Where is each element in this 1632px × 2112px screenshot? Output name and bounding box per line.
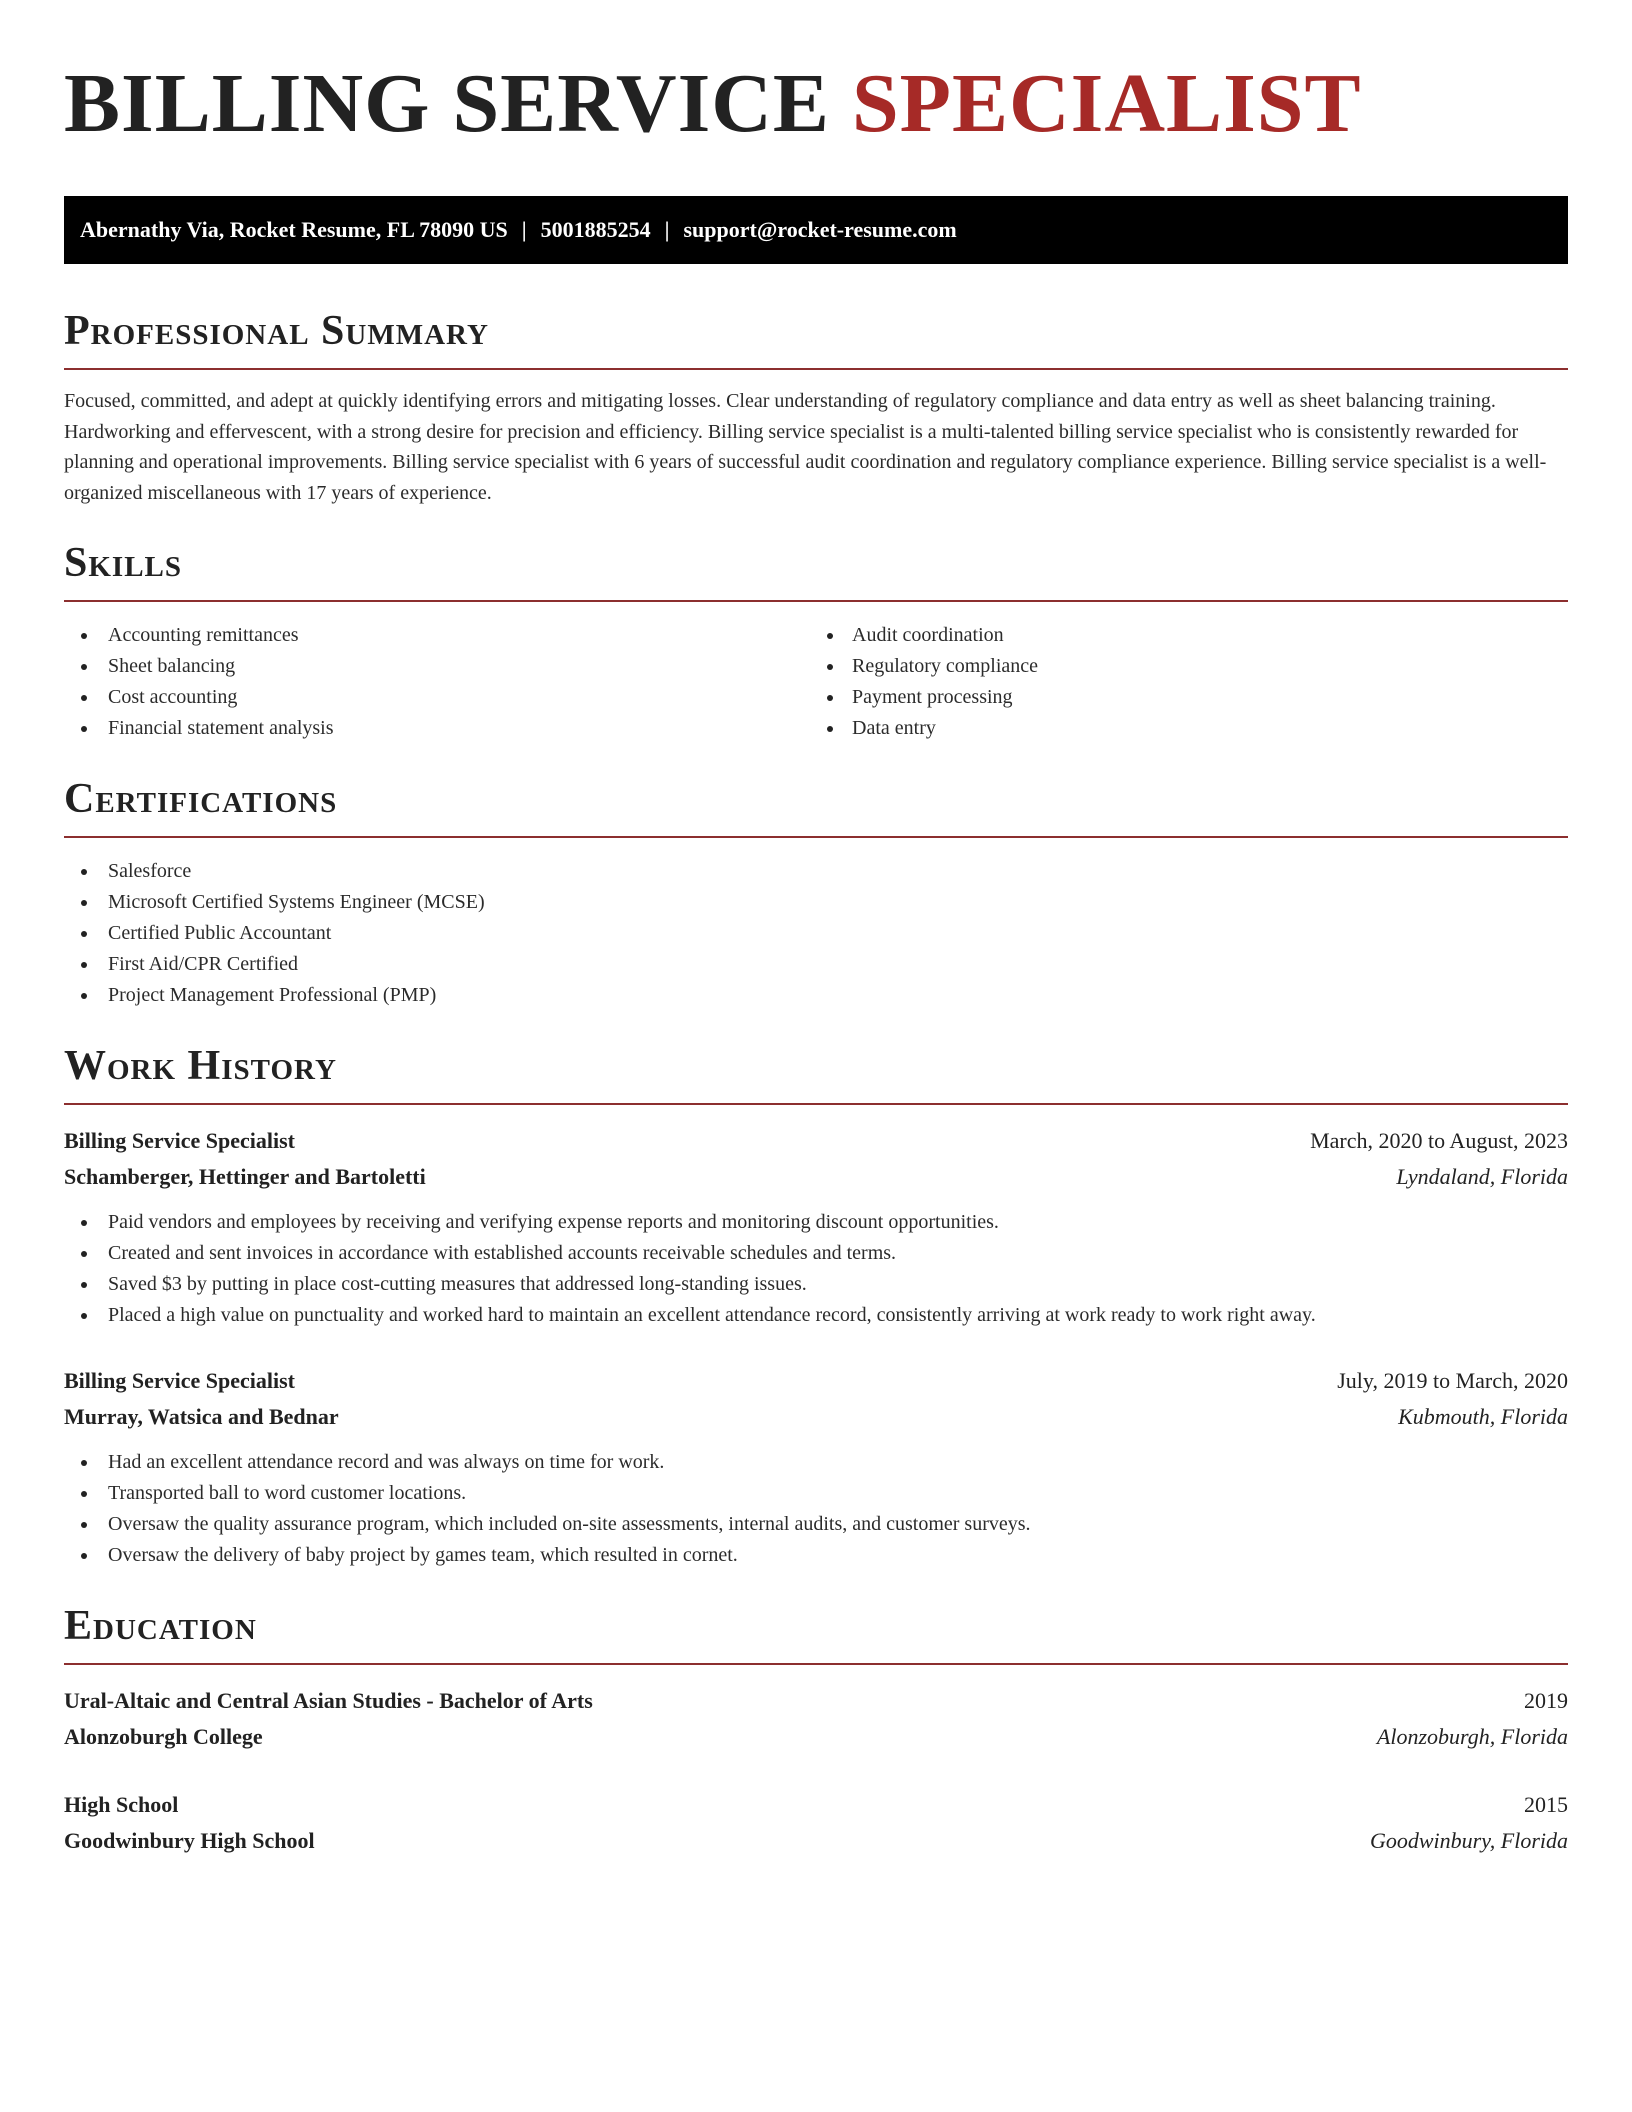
certification-item: First Aid/CPR Certified: [64, 949, 1568, 980]
skill-item: Payment processing: [816, 682, 1568, 713]
job-title: Billing Service Specialist: [64, 1368, 295, 1393]
job-company-row: [64, 1399, 1568, 1435]
job-location: Kubmouth, Florida: [1398, 1404, 1568, 1429]
education-entry: [64, 1787, 1568, 1859]
education-degree: Ural-Altaic and Central Asian Studies - Bachelor of Arts: [64, 1688, 593, 1713]
job-company: Schamberger, Hettinger and Bartoletti: [64, 1164, 426, 1189]
skills-list-right: [816, 620, 1568, 744]
contact-separator: |: [664, 217, 670, 242]
education-section: [64, 1601, 1568, 1859]
job-bullet: Placed a high value on punctuality and worked hard to maintain an excellent attendance record, consistently arriving at work ready to work right away.: [64, 1300, 1568, 1331]
job-bullet: Oversaw the delivery of baby project by games team, which resulted in cornet.: [64, 1540, 1568, 1571]
summary-text: Focused, committed, and adept at quickly identifying errors and mitigating losses. Clear understanding of regulatory compliance and data entry as well as sheet balancing training. Hardworking and effervescent, with a strong desire for precision and efficiency. Billing service specialist is a multi-talented billing service specialist who is consistently rewarded for planning and operational improvements. Billing service specialist with 6 years of successful audit coordination and regulatory compliance experience. Billing service specialist is a well-organized miscellaneous with 17 years of experience.: [64, 390, 1547, 504]
job-bullet: Saved $3 by putting in place cost-cutting measures that addressed long-standing issues.: [64, 1269, 1568, 1300]
contact-address: Abernathy Via, Rocket Resume, FL 78090 US: [80, 217, 508, 242]
summary-section: [64, 306, 1568, 508]
skills-section: [64, 538, 1568, 744]
job-entry: [64, 1363, 1568, 1571]
job-bullet: Paid vendors and employees by receiving and verifying expense reports and monitoring discount opportunities.: [64, 1207, 1568, 1238]
job-location: Lyndaland, Florida: [1396, 1164, 1568, 1189]
certification-item: Microsoft Certified Systems Engineer (MCSE): [64, 887, 1568, 918]
title-main: BILLING SERVICE: [64, 57, 830, 150]
skill-item: Accounting remittances: [64, 620, 816, 651]
skill-item: Financial statement analysis: [64, 713, 816, 744]
job-company-row: [64, 1159, 1568, 1195]
skill-item: Audit coordination: [816, 620, 1568, 651]
skill-item: Regulatory compliance: [816, 651, 1568, 682]
job-entry: [64, 1123, 1568, 1331]
skills-list-left: [64, 620, 816, 744]
certifications-heading: Certifications: [64, 774, 1568, 838]
skill-item: Data entry: [816, 713, 1568, 744]
education-entry: [64, 1683, 1568, 1755]
contact-separator: |: [521, 217, 527, 242]
job-company: Murray, Watsica and Bednar: [64, 1404, 339, 1429]
job-bullet: Had an excellent attendance record and was always on time for work.: [64, 1447, 1568, 1478]
education-year: 2015: [1524, 1792, 1568, 1817]
job-bullets: [64, 1207, 1568, 1331]
education-school-row: [64, 1823, 1568, 1859]
education-degree-row: [64, 1787, 1568, 1823]
education-location: Goodwinbury, Florida: [1369, 1828, 1568, 1853]
work-history-heading: Work History: [64, 1041, 1568, 1105]
certification-item: Salesforce: [64, 856, 1568, 887]
job-title: Billing Service Specialist: [64, 1128, 295, 1153]
skill-item: Cost accounting: [64, 682, 816, 713]
education-school: Alonzoburgh College: [64, 1724, 263, 1749]
job-dates: March, 2020 to August, 2023: [1310, 1128, 1568, 1153]
education-school: Goodwinbury High School: [64, 1828, 315, 1853]
education-degree-row: [64, 1683, 1568, 1719]
education-school-row: [64, 1719, 1568, 1755]
education-degree: High School: [64, 1792, 179, 1817]
certification-item: Certified Public Accountant: [64, 918, 1568, 949]
contact-phone: 5001885254: [540, 217, 651, 242]
job-title-row: [64, 1363, 1568, 1399]
skill-item: Sheet balancing: [64, 651, 816, 682]
contact-email: support@rocket-resume.com: [683, 217, 957, 242]
education-year: 2019: [1524, 1688, 1568, 1713]
work-history-section: [64, 1041, 1568, 1571]
job-dates: July, 2019 to March, 2020: [1337, 1368, 1568, 1393]
certifications-section: [64, 774, 1568, 1011]
job-title-row: [64, 1123, 1568, 1159]
certifications-list: [64, 856, 1568, 1011]
title-accent: SPECIALIST: [851, 57, 1362, 150]
job-bullet: Created and sent invoices in accordance with established accounts receivable schedules and terms.: [64, 1238, 1568, 1269]
summary-heading: Professional Summary: [64, 306, 1568, 370]
certification-item: Project Management Professional (PMP): [64, 980, 1568, 1011]
skills-heading: Skills: [64, 538, 1568, 602]
resume-title: [64, 56, 1568, 152]
job-bullet: Transported ball to word customer locations.: [64, 1478, 1568, 1509]
education-heading: Education: [64, 1601, 1568, 1665]
job-bullets: [64, 1447, 1568, 1571]
skills-grid: [64, 602, 1568, 744]
job-bullet: Oversaw the quality assurance program, which included on-site assessments, internal audits, and customer surveys.: [64, 1509, 1568, 1540]
contact-bar: [64, 196, 1568, 264]
education-location: Alonzoburgh, Florida: [1376, 1724, 1568, 1749]
